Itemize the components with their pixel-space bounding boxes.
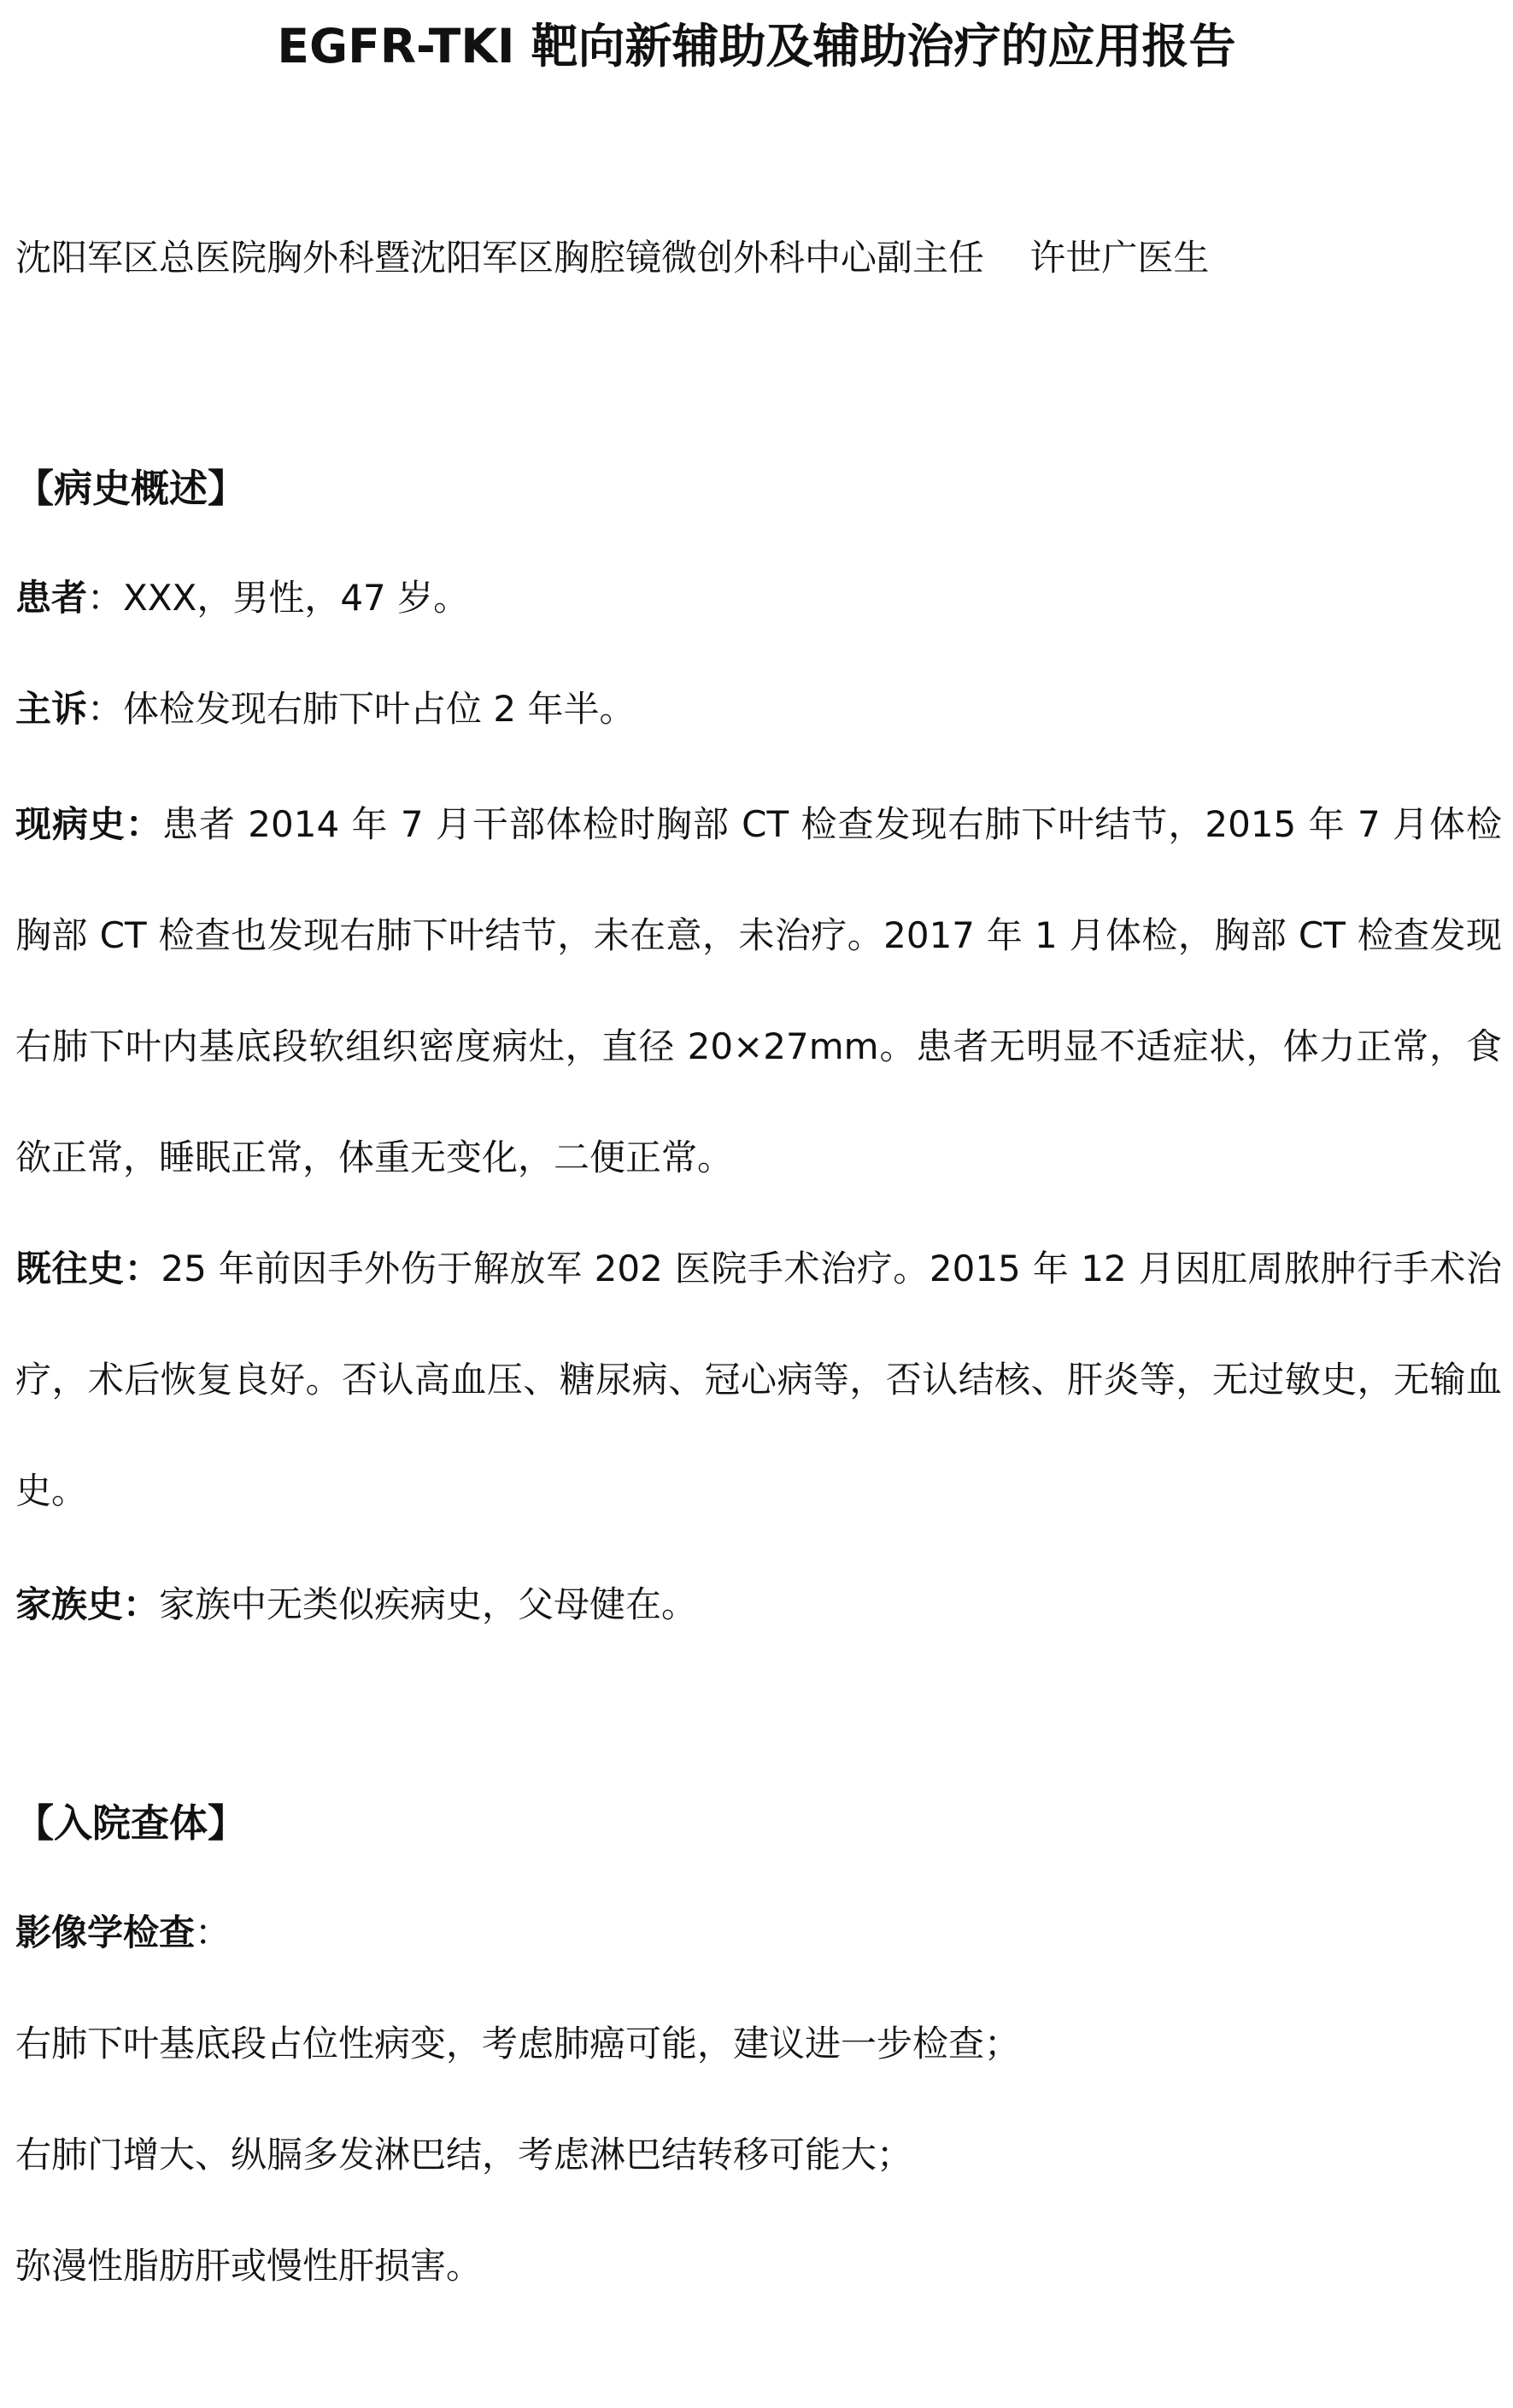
complaint-label: 主诉	[15, 688, 88, 730]
past-history-paragraph	[15, 1213, 1502, 1547]
imaging-label-suffix: ：	[195, 1912, 232, 1953]
imaging-finding: 右肺下叶基底段占位性病变，考虑肺癌可能，建议进一步检查；	[15, 2023, 1021, 2064]
patient-label: 患者	[15, 577, 88, 619]
family-history-text: 家族中无类似疾病史，父母健在。	[159, 1583, 698, 1625]
imaging-finding: 弥漫性脂肪肝或慢性肝损害。	[15, 2245, 483, 2287]
family-history	[15, 1579, 697, 1630]
present-illness-paragraph	[15, 769, 1502, 1213]
document-title: EGFR-TKI 靶向新辅助及辅助治疗的应用报告	[277, 19, 1236, 73]
family-history-label: 家族史：	[15, 1583, 160, 1625]
patient-text: ：XXX，男性，47 岁。	[87, 577, 470, 619]
past-history-text: 25 年前因手外伤于解放军 202 医院手术治疗。2015 年 12 月因肛周脓肿行手术治疗，术后恢复良好。否认高血压、糖尿病、冠心病等，否认结核、肝炎等，无过敏史，无输血史。	[15, 1248, 1502, 1512]
imaging-label: 影像学检查	[15, 1912, 196, 1953]
section-heading-admission: 【入院查体】	[15, 1800, 247, 1846]
imaging-heading	[15, 1907, 231, 1959]
section-heading-history: 【病史概述】	[15, 466, 247, 511]
past-history-label: 既往史：	[15, 1248, 161, 1289]
imaging-finding: 右肺门增大、纵膈多发淋巴结，考虑淋巴结转移可能大；	[15, 2134, 913, 2176]
complaint-text: ：体检发现右肺下叶占位 2 年半。	[87, 688, 636, 730]
present-illness-text: 患者 2014 年 7 月干部体检时胸部 CT 检查发现右肺下叶结节，2015 年 7 月体检胸部 CT 检查也发现右肺下叶结节，未在意，未治疗。2017 年 1 月体检，胸部 CT 检查发现右肺下叶内基底段软组织密度病灶，直径 20×27mm。患者无明显不适症状，体力正常，食欲正常，睡眠正常，体重无变化，二便正常。	[15, 803, 1502, 1178]
chief-complaint	[15, 684, 635, 735]
author-line: 沈阳军区总医院胸外科暨沈阳军区胸腔镜微创外科中心副主任 许世广医生	[15, 237, 1210, 279]
present-illness-label: 现病史：	[15, 803, 162, 845]
patient-info	[15, 573, 469, 624]
